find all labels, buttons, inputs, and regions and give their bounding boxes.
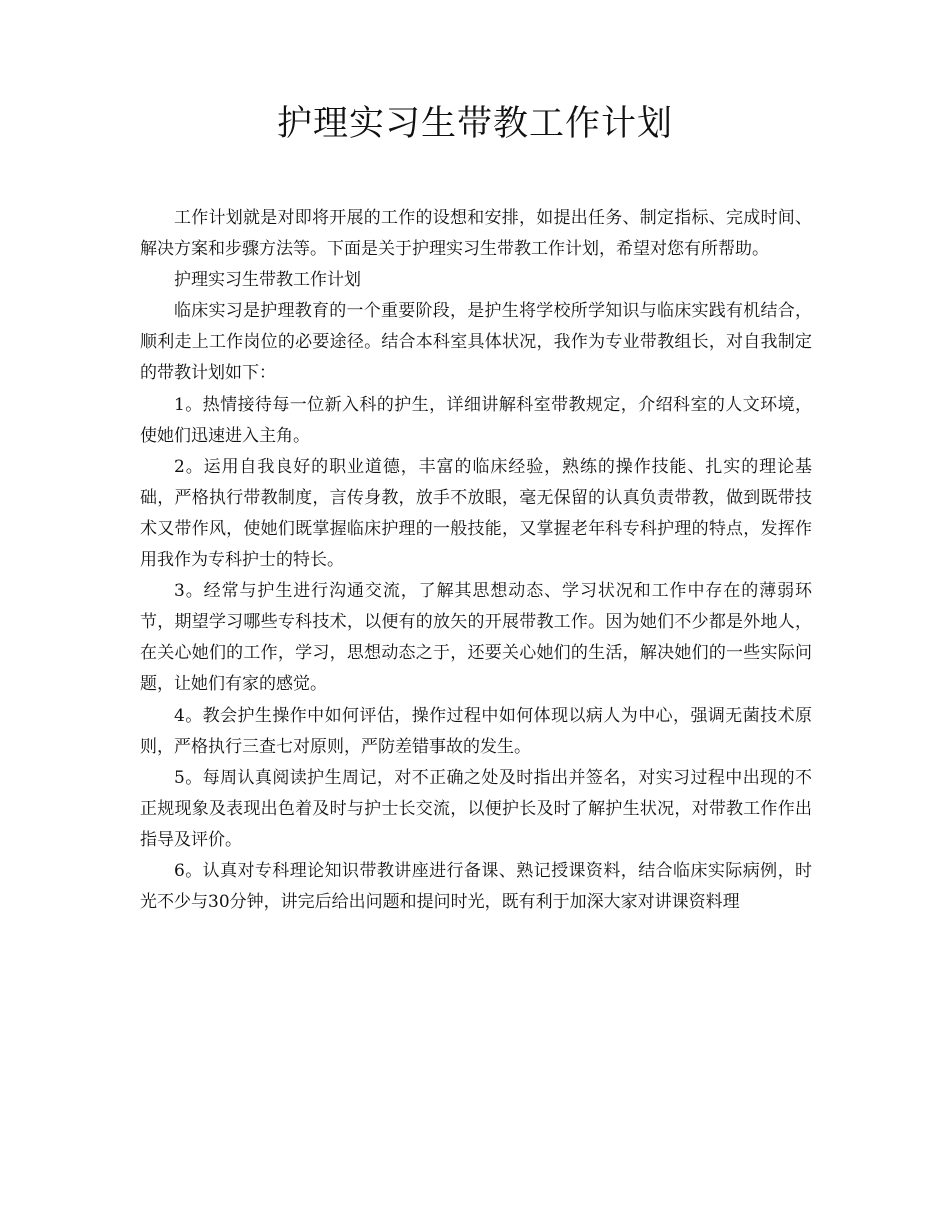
intro-paragraph: 工作计划就是对即将开展的工作的设想和安排，如提出任务、制定指标、完成时间、解决方案和步骤方法等。下面是关于护理实习生带教工作计划，希望对您有所帮助。 <box>140 208 812 260</box>
list-item-1: 1。热情接待每一位新入科的护生，详细讲解科室带教规定，介绍科室的人文环境，使她们迅速进入主角。 <box>140 394 812 446</box>
list-item-4: 4。教会护生操作中如何评估，操作过程中如何体现以病人为中心，强调无菌技术原则，严格执行三查七对原则，严防差错事故的发生。 <box>140 705 812 757</box>
body-paragraph: 临床实习是护理教育的一个重要阶段，是护生将学校所学知识与临床实践有机结合，顺利走上工作岗位的必要途径。结合本科室具体状况，我作为专业带教组长，对自我制定的带教计划如下： <box>140 301 812 384</box>
document-body <box>140 203 812 918</box>
section-heading: 护理实习生带教工作计划 <box>174 270 361 291</box>
document-title: 护理实习生带教工作计划 <box>276 104 673 144</box>
list-item-5: 5。每周认真阅读护生周记，对不正确之处及时指出并签名，对实习过程中出现的不正规现象及表现出色着及时与护士长交流，以便护长及时了解护生状况，对带教工作作出指导及评价。 <box>140 767 812 850</box>
list-item-6: 6。认真对专科理论知识带教讲座进行备课、熟记授课资料，结合临床实际病例，时光不少与30分钟，讲完后给出问题和提问时光，既有利于加深大家对讲课资料理 <box>140 860 812 913</box>
list-item-2: 2。运用自我良好的职业道德，丰富的临床经验，熟练的操作技能、扎实的理论基础，严格执行带教制度，言传身教，放手不放眼，毫无保留的认真负责带教，做到既带技术又带作风，使她们既掌握临床护理的一般技能，又掌握老年科专科护理的特点，发挥作用我作为专科护士的特长。 <box>140 456 812 571</box>
list-item-3: 3。经常与护生进行沟通交流，了解其思想动态、学习状况和工作中存在的薄弱环节，期望学习哪些专科技术，以便有的放矢的开展带教工作。因为她们不少都是外地人，在关心她们的工作，学习，思想动态之于，还要关心她们的生活，解决她们的一些实际问题，让她们有家的感觉。 <box>140 581 812 695</box>
